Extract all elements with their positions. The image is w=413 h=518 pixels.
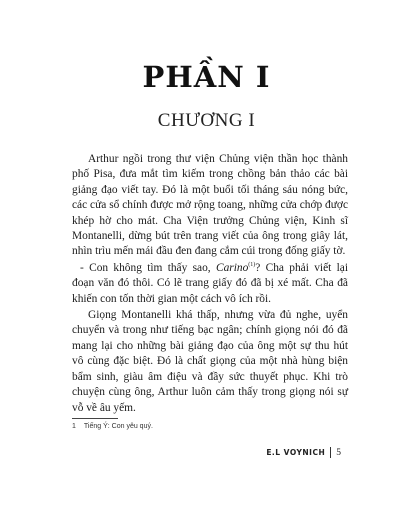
footnote-ref: (1) <box>248 262 256 269</box>
running-author: E.L VOYNICH <box>266 448 326 457</box>
footnote-text: Tiếng Ý: Con yêu quý. <box>83 423 153 430</box>
paragraph-1: Arthur ngồi trong thư viện Chủng viện thần học thành phố Pisa, đưa mắt tìm kiếm trong chồng bản thảo các bài giảng đạo viết tay. Đó là một buổi tối tháng sáu nóng bức, các cửa sổ chính được mở rộng toang, những cửa chớp được khép hờ cho mát. Cha Viện trưởng Chủng viện, Kinh sĩ Montanelli, dừng bút trên trang viết của ông trong giây lát, nhìn trìu mến mái đầu đen đang cắm cúi trong đống giấy tờ. <box>72 153 348 258</box>
footnote-divider <box>72 418 118 419</box>
footnote <box>72 423 153 430</box>
page-footer <box>266 447 341 458</box>
chapter-title: CHƯƠNG I <box>157 110 256 131</box>
part-title: PHẦN I <box>142 60 271 94</box>
paragraph-2 <box>72 261 348 307</box>
italic-word: Carino <box>215 261 249 274</box>
footer-separator <box>330 447 331 458</box>
dialog-text-end: ? Cha phải viết lại đoạn văn đó thôi. Có lẽ trang giấy đó đã bị xé mất. Cha đã khiến con tốn thời gian một cách vô ích rồi. <box>72 261 348 305</box>
page-number: 5 <box>336 447 341 458</box>
dialog-text-start: - Con không tìm thấy sao, <box>80 261 216 274</box>
footnote-number: 1 <box>72 423 76 430</box>
body-text <box>72 152 348 417</box>
paragraph-3: Giọng Montanelli khá thấp, nhưng vừa đủ nghe, uyển chuyển và trong như tiếng bạc ngân; chính giọng nói đó đã mang lại cho những bài giảng đạo của ông một sự thu hút vô cùng đặc biệt. Đó là chất giọng của một nhà hùng biện bẩm sinh, giàu âm điệu và đầy sức thuyết phục. Khi trò chuyện cùng ông, Arthur luôn cảm thấy trong giọng nói sự vỗ về âu yếm. <box>72 309 348 414</box>
